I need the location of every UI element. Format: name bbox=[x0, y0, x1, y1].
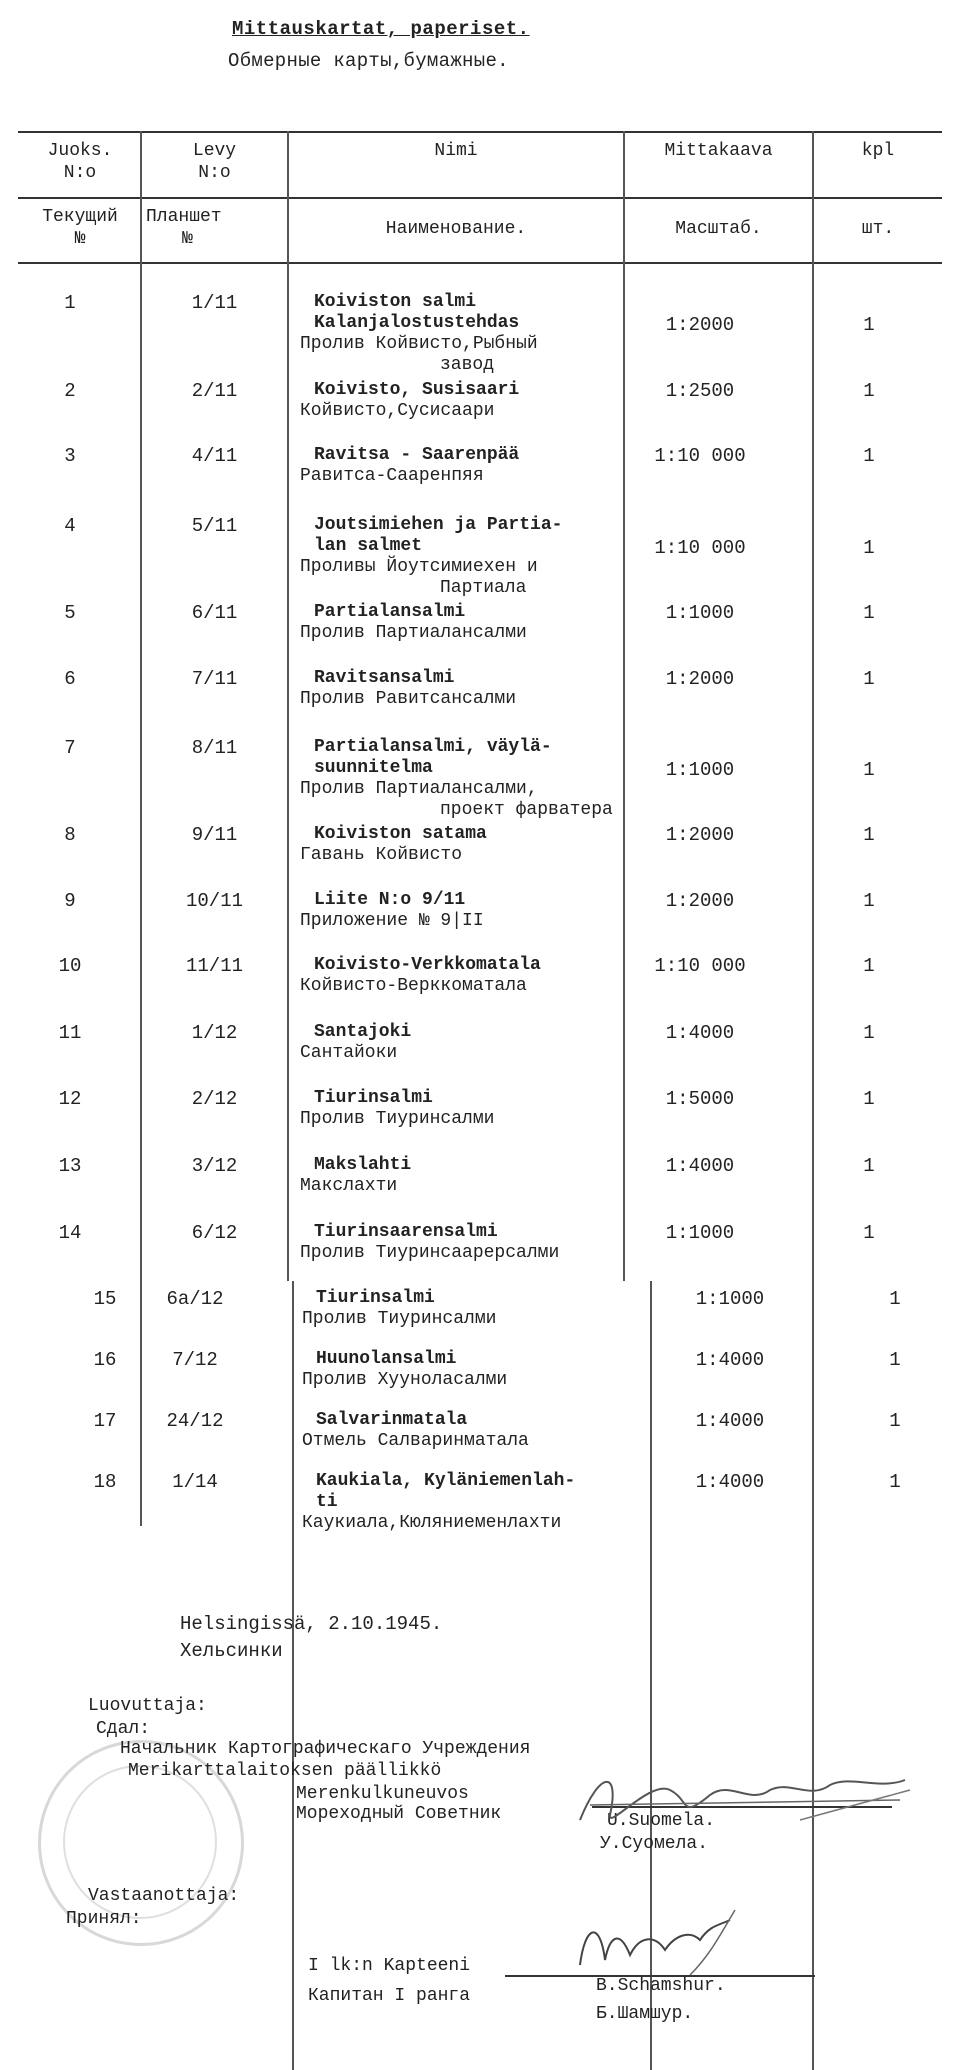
row-name-line: Макслахти bbox=[300, 1176, 398, 1196]
row-sheet: 9/11 bbox=[191, 824, 238, 846]
row-quantity: 1 bbox=[863, 890, 875, 912]
row-name bbox=[300, 380, 519, 422]
row-sheet: 7/11 bbox=[191, 668, 238, 690]
header-num-fi-line1: Juoks. bbox=[47, 141, 113, 161]
handover-label-ru: Сдал: bbox=[96, 1719, 151, 1739]
row-quantity: 1 bbox=[863, 602, 875, 624]
row-name-line: Partialansalmi, väylä- bbox=[314, 737, 552, 757]
row-name-line: Tiurinsalmi bbox=[316, 1288, 435, 1308]
row-name-line: Проливы Йоутсимиехен и bbox=[300, 557, 538, 577]
row-number: 15 bbox=[93, 1288, 117, 1310]
row-sheet: 3/12 bbox=[191, 1155, 238, 1177]
row-quantity: 1 bbox=[863, 445, 875, 467]
header-bottom-rule bbox=[18, 262, 942, 264]
row-name-line: Пролив Тиуринсалми bbox=[302, 1309, 497, 1329]
row-name-line: Kaukiala, Kyläniemenlah- bbox=[316, 1471, 576, 1491]
row-number: 3 bbox=[64, 445, 76, 467]
row-quantity: 1 bbox=[863, 380, 875, 402]
header-scale-fi: Mittakaava bbox=[664, 141, 773, 161]
header-sheet-ru bbox=[142, 206, 272, 250]
handover-label-fi: Luovuttaja: bbox=[88, 1696, 207, 1716]
row-name bbox=[300, 292, 538, 376]
column-rule-2b bbox=[292, 1281, 294, 2070]
row-name bbox=[300, 737, 613, 821]
row-number: 7 bbox=[64, 737, 76, 759]
row-name-line: Tiurinsaarensalmi bbox=[314, 1222, 498, 1242]
row-number: 9 bbox=[64, 890, 76, 912]
row-sheet: 6a/12 bbox=[166, 1288, 224, 1310]
header-num-ru-line2: № bbox=[74, 229, 86, 249]
title-finnish: Mittauskartat, paperiset. bbox=[232, 18, 530, 40]
row-name-line: Пролив Партиалансалми bbox=[300, 623, 527, 643]
handover-rank-ru: Мореходный Советник bbox=[296, 1804, 502, 1824]
row-name-line: Койвисто-Верккоматала bbox=[300, 976, 527, 996]
row-quantity: 1 bbox=[863, 668, 875, 690]
row-number: 17 bbox=[93, 1410, 117, 1432]
row-name-line: Партиала bbox=[440, 578, 527, 598]
row-name-line: Пролив Хууноласалми bbox=[302, 1370, 508, 1390]
row-quantity: 1 bbox=[863, 537, 875, 559]
row-scale: 1:4000 bbox=[695, 1349, 765, 1371]
row-name bbox=[300, 1088, 494, 1130]
header-scale-ru: Масштаб. bbox=[675, 219, 762, 239]
row-quantity: 1 bbox=[863, 1088, 875, 1110]
row-quantity: 1 bbox=[889, 1410, 901, 1432]
row-sheet: 1/14 bbox=[172, 1471, 218, 1493]
row-name bbox=[300, 824, 487, 866]
row-number: 2 bbox=[64, 380, 76, 402]
row-number: 16 bbox=[93, 1349, 117, 1371]
header-qty-fi: kpl bbox=[861, 141, 895, 161]
row-name-line: проект фарватера bbox=[440, 800, 613, 820]
row-name-line: Koiviston salmi bbox=[314, 292, 477, 312]
header-sheet-fi bbox=[142, 140, 287, 184]
row-name-line: ti bbox=[316, 1492, 338, 1512]
row-quantity: 1 bbox=[889, 1471, 901, 1493]
handover-name-ru: У.Суомела. bbox=[600, 1834, 709, 1854]
row-sheet: 10/11 bbox=[185, 890, 243, 912]
row-scale: 1:2000 bbox=[665, 824, 735, 846]
row-number: 8 bbox=[64, 824, 76, 846]
title-russian: Обмерные карты,бумажные. bbox=[228, 50, 509, 72]
row-scale: 1:2000 bbox=[665, 314, 735, 336]
row-scale: 1:4000 bbox=[665, 1155, 735, 1177]
row-name-line: Отмель Салваринматала bbox=[302, 1431, 529, 1451]
row-scale: 1:10 000 bbox=[654, 445, 746, 467]
row-name bbox=[302, 1288, 496, 1330]
receiver-rank-ru: Капитан I ранга bbox=[308, 1986, 471, 2006]
row-scale: 1:10 000 bbox=[654, 537, 746, 559]
row-sheet: 6/11 bbox=[191, 602, 238, 624]
row-scale: 1:1000 bbox=[695, 1288, 765, 1310]
row-scale: 1:10 000 bbox=[654, 955, 746, 977]
row-quantity: 1 bbox=[863, 1022, 875, 1044]
row-quantity: 1 bbox=[863, 314, 875, 336]
receiver-name-ru: Б.Шамшур. bbox=[596, 2004, 694, 2024]
row-name bbox=[300, 1022, 411, 1064]
row-name-line: Makslahti bbox=[314, 1155, 412, 1175]
row-name-line: Койвисто,Сусисаари bbox=[300, 401, 495, 421]
row-name bbox=[302, 1349, 507, 1391]
row-name bbox=[300, 445, 519, 487]
row-name bbox=[300, 668, 516, 710]
row-name-line: Каукиала,Кюляниеменлахти bbox=[302, 1513, 562, 1533]
row-number: 14 bbox=[58, 1222, 82, 1244]
row-scale: 1:2500 bbox=[665, 380, 735, 402]
place-date-finnish: Helsingissä, 2.10.1945. bbox=[180, 1613, 443, 1635]
row-scale: 1:4000 bbox=[695, 1471, 765, 1493]
row-name bbox=[300, 602, 527, 644]
row-scale: 1:2000 bbox=[665, 668, 735, 690]
header-num-ru bbox=[20, 206, 140, 250]
row-name-line: Joutsimiehen ja Partia- bbox=[314, 515, 563, 535]
row-name-line: Пролив Койвисто,Рыбный bbox=[300, 334, 538, 354]
column-rule-4b bbox=[812, 1281, 814, 2070]
row-quantity: 1 bbox=[889, 1288, 901, 1310]
row-name-line: Гавань Койвисто bbox=[300, 845, 463, 865]
row-quantity: 1 bbox=[863, 759, 875, 781]
row-name-line: Salvarinmatala bbox=[316, 1410, 468, 1430]
row-number: 5 bbox=[64, 602, 76, 624]
row-sheet: 24/12 bbox=[166, 1410, 224, 1432]
row-scale: 1:4000 bbox=[695, 1410, 765, 1432]
place-russian: Хельсинки bbox=[180, 1640, 283, 1662]
row-name-line: Приложение № 9|II bbox=[300, 911, 484, 931]
receiver-rank-fi: I lk:n Kapteeni bbox=[308, 1956, 471, 1976]
header-num-ru-line1: Текущий bbox=[42, 207, 118, 227]
row-name-line: Tiurinsalmi bbox=[314, 1088, 433, 1108]
row-name-line: Сантайоки bbox=[300, 1043, 398, 1063]
row-name-line: Huunolansalmi bbox=[316, 1349, 457, 1369]
header-sheet-ru-line2: № bbox=[182, 229, 193, 249]
row-name-line: Пролив Тиуринсалми bbox=[300, 1109, 495, 1129]
row-name-line: завод bbox=[440, 355, 495, 375]
table-top-rule bbox=[18, 131, 942, 133]
row-name bbox=[300, 1155, 411, 1197]
row-name-line: Ravitsansalmi bbox=[314, 668, 455, 688]
receiver-name-fi: B.Schamshur. bbox=[596, 1976, 726, 1996]
row-sheet: 5/11 bbox=[191, 515, 238, 537]
handover-signature bbox=[560, 1760, 920, 1840]
row-number: 12 bbox=[58, 1088, 82, 1110]
row-number: 6 bbox=[64, 668, 76, 690]
header-divider-rule bbox=[18, 197, 942, 199]
row-name-line: Partialansalmi bbox=[314, 602, 466, 622]
row-name-line: Koivisto, Susisaari bbox=[314, 380, 520, 400]
row-name-line: Пролив Тиуринсаарерсалми bbox=[300, 1243, 560, 1263]
row-quantity: 1 bbox=[863, 1155, 875, 1177]
row-scale: 1:4000 bbox=[665, 1022, 735, 1044]
row-name-line: Ravitsa - Saarenpää bbox=[314, 445, 520, 465]
row-name bbox=[302, 1410, 529, 1452]
header-name-ru: Наименование. bbox=[385, 219, 527, 239]
row-scale: 1:1000 bbox=[665, 759, 735, 781]
handover-rank-fi: Merenkulkuneuvos bbox=[296, 1784, 469, 1804]
place-date bbox=[180, 1611, 442, 1665]
row-name-line: Koiviston satama bbox=[314, 824, 487, 844]
row-name-line: Пролив Партиалансалми, bbox=[300, 779, 538, 799]
row-quantity: 1 bbox=[889, 1349, 901, 1371]
row-sheet: 11/11 bbox=[185, 955, 243, 977]
header-num-fi-line2: N:o bbox=[63, 163, 97, 183]
handover-name-fi: U.Suomela. bbox=[607, 1811, 716, 1831]
row-name-line: Равитса-Сааренпяя bbox=[300, 466, 484, 486]
row-sheet: 1/11 bbox=[191, 292, 238, 314]
header-sheet-fi-line2: N:o bbox=[198, 163, 231, 183]
row-sheet: 6/12 bbox=[191, 1222, 238, 1244]
row-quantity: 1 bbox=[863, 1222, 875, 1244]
handover-title-fi: Merikarttalaitoksen päällikkö bbox=[128, 1761, 442, 1781]
row-number: 18 bbox=[93, 1471, 117, 1493]
row-name-line: Liite N:o 9/11 bbox=[314, 890, 466, 910]
row-name-line: Пролив Равитсансалми bbox=[300, 689, 517, 709]
header-qty-ru: шт. bbox=[861, 219, 895, 239]
column-rule-2 bbox=[287, 131, 289, 1281]
row-quantity: 1 bbox=[863, 955, 875, 977]
row-name bbox=[300, 1222, 559, 1264]
row-number: 4 bbox=[64, 515, 76, 537]
row-number: 11 bbox=[58, 1022, 82, 1044]
row-scale: 1:2000 bbox=[665, 890, 735, 912]
header-sheet-fi-line1: Levy bbox=[192, 141, 237, 161]
row-name-line: suunnitelma bbox=[314, 758, 433, 778]
receiver-label-ru: Принял: bbox=[66, 1909, 142, 1929]
row-number: 10 bbox=[58, 955, 82, 977]
row-sheet: 8/11 bbox=[191, 737, 238, 759]
row-name-line: Kalanjalostustehdas bbox=[314, 313, 520, 333]
header-sheet-ru-line1: Планшет bbox=[146, 207, 222, 227]
row-name-line: Santajoki bbox=[314, 1022, 412, 1042]
receiver-signature bbox=[570, 1905, 750, 1985]
header-name-fi: Nimi bbox=[434, 141, 478, 161]
row-sheet: 4/11 bbox=[191, 445, 238, 467]
row-name bbox=[302, 1471, 575, 1534]
row-name bbox=[300, 955, 541, 997]
row-name bbox=[300, 515, 562, 599]
row-number: 13 bbox=[58, 1155, 82, 1177]
row-name-line: Koivisto-Verkkomatala bbox=[314, 955, 541, 975]
row-sheet: 1/12 bbox=[191, 1022, 238, 1044]
row-quantity: 1 bbox=[863, 824, 875, 846]
row-sheet: 2/12 bbox=[191, 1088, 238, 1110]
row-name-line: lan salmet bbox=[314, 536, 423, 556]
receiver-label-fi: Vastaanottaja: bbox=[88, 1886, 240, 1906]
header-num-fi bbox=[20, 140, 140, 184]
row-number: 1 bbox=[64, 292, 76, 314]
row-name bbox=[300, 890, 484, 932]
row-sheet: 7/12 bbox=[172, 1349, 218, 1371]
row-scale: 1:1000 bbox=[665, 602, 735, 624]
row-scale: 1:1000 bbox=[665, 1222, 735, 1244]
row-sheet: 2/11 bbox=[191, 380, 238, 402]
handover-title-ru: Начальник Картографическаго Учреждения bbox=[120, 1739, 531, 1759]
row-scale: 1:5000 bbox=[665, 1088, 735, 1110]
